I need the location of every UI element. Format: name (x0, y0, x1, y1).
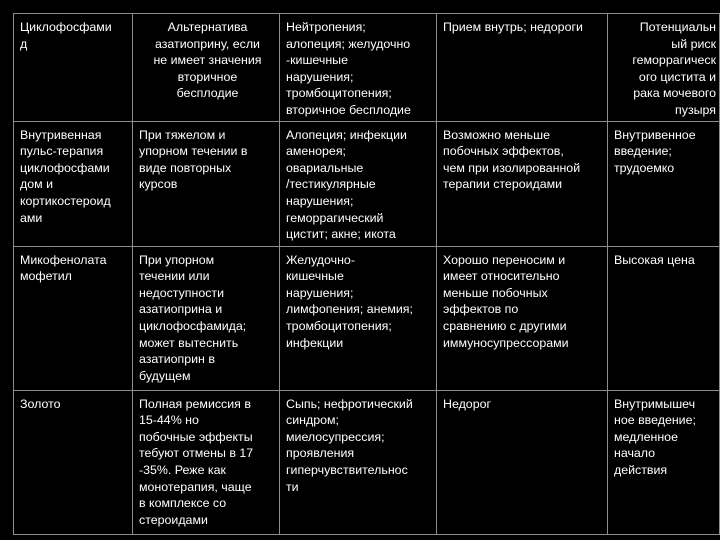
table-body (14, 14, 720, 535)
cell-text: Внутримышеч ное введение; медленное начало действия (614, 396, 696, 477)
table-cell (280, 121, 437, 246)
cell-text: Возможно меньше побочных эффектов, чем при изолированной терапии стероидами (443, 127, 581, 192)
cell-text: Хорошо переносим и имеет относительно меньше побочных эффектов по сравнению с другими иммуносупрессорами (443, 252, 569, 350)
cell-text: Внутривенное введение; трудоемко (614, 127, 696, 175)
table-cell (608, 390, 720, 534)
table-cell (280, 390, 437, 534)
table-cell (280, 14, 437, 122)
table-cell (608, 14, 720, 122)
cell-text: Потенциальн ый риск геморрагическ ого цистита и рака мочевого пузыря (632, 20, 716, 117)
cell-text: Циклофосфами д (20, 20, 112, 51)
cell-text: Альтернатива азатиоприну, если не имеет значения вторичное бесплодие (153, 20, 262, 101)
cell-text: Желудочно- кишечные нарушения; лимфопения; анемия; тромбоцитопения; инфекции (286, 252, 413, 350)
table-cell (14, 246, 133, 390)
cell-text: Золото (20, 396, 61, 411)
table-cell (437, 246, 608, 390)
table-row (14, 121, 720, 246)
cell-text: Высокая цена (614, 252, 695, 267)
table-cell (280, 246, 437, 390)
cell-text: Внутривенная пульс-терапия циклофосфами дом и кортикостероид ами (20, 127, 111, 225)
table-cell (14, 14, 133, 122)
table-cell (608, 121, 720, 246)
table-cell (437, 390, 608, 534)
cell-text: Микофенолата мофетил (20, 252, 107, 284)
cell-text: Полная ремиссия в 15-44% но побочные эффекты тебуют отмены в 17 -35%. Реже как монотерапия, чаще в комплексе со стероидами (139, 396, 254, 527)
cell-text: При тяжелом и упорном течении в виде повторных курсов (139, 127, 248, 192)
table-cell (437, 121, 608, 246)
table-cell (133, 390, 280, 534)
table-cell (133, 121, 280, 246)
table-cell (14, 121, 133, 246)
cell-text: Алопеция; инфекции аменорея; овариальные /тестикулярные нарушения; геморрагический цистит; акне; икота (286, 127, 407, 242)
table-cell (14, 390, 133, 534)
treatment-table (13, 13, 720, 535)
table-row (14, 246, 720, 390)
table-cell (133, 14, 280, 122)
table-cell (608, 246, 720, 390)
table-cell (437, 14, 608, 122)
cell-text: Сыпь; нефротический синдром; миелосупрессия; проявления гиперчувствительнос ти (286, 396, 413, 494)
table-row (14, 14, 720, 122)
table-row (14, 390, 720, 534)
table-cell (133, 246, 280, 390)
cell-text: Недорог (443, 396, 491, 411)
slide (13, 13, 719, 540)
cell-text: Нейтропения; алопеция; желудочно -кишечные нарушения; тромбоцитопения; вторичное бесплодие (286, 20, 411, 117)
cell-text: Прием внутрь; недороги (443, 20, 583, 34)
cell-text: При упорном течении или недоступности азатиоприна и циклофосфамида; может вытеснить азатиоприн в будущем (139, 252, 247, 383)
